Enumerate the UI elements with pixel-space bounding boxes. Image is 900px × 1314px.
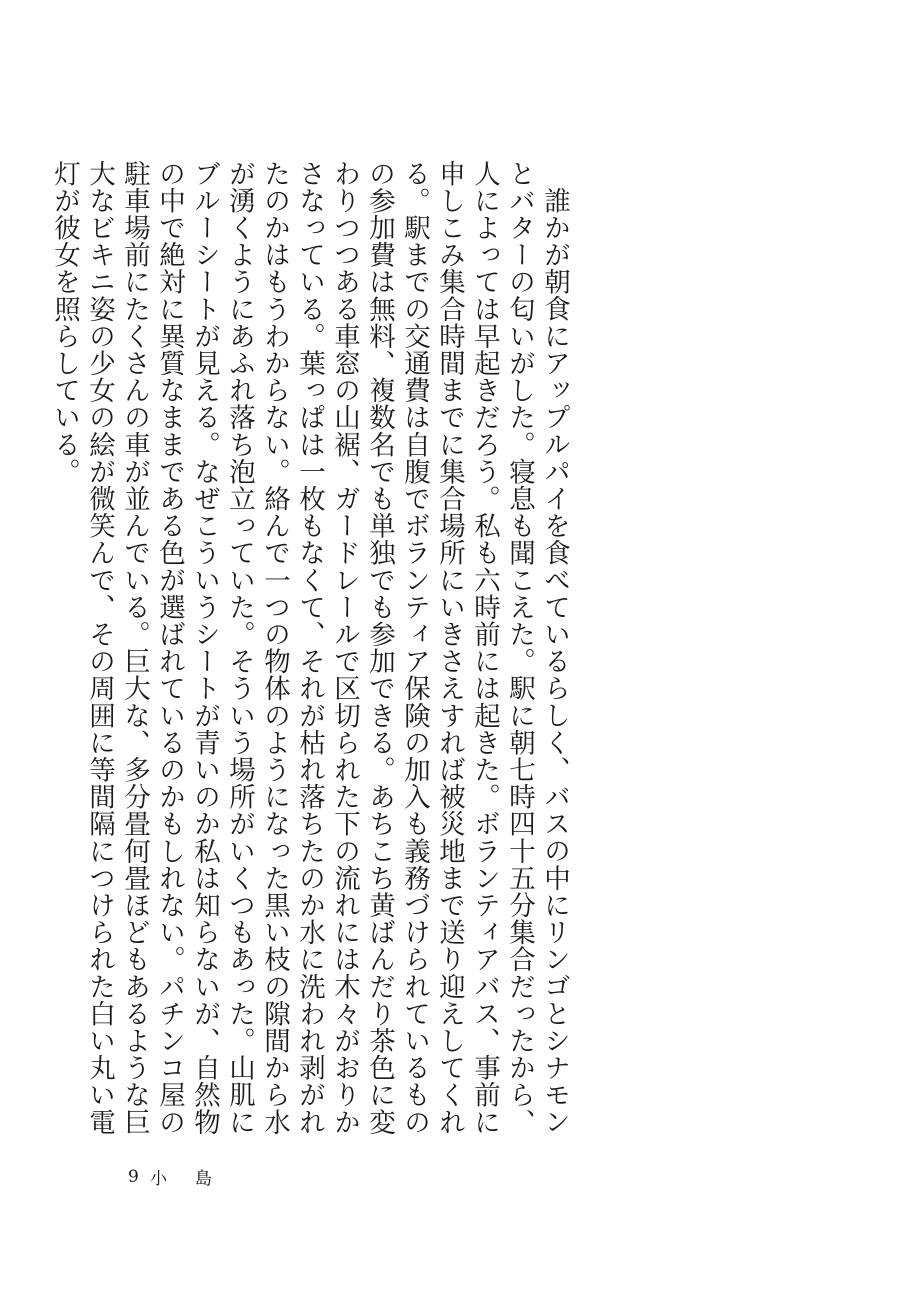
body-paragraph: 誰かが朝食にアップルパイを食べているらしく、バスの中にリンゴとシナモンとバターの匂いがした。寝息も聞こえた。駅に朝七時四十五分集合だったから、人によっては早起きだろう。私も六時前には起きた。ボランティアバス、事前に申しこみ集合時間までに集合場所にいきさえすれば被災地まで送り迎えしてくれる。駅までの交通費は自腹でボランティア保険の加入も義務づけられているものの参加費は無料、複数名でも単独でも参加できる。あちこち黄ばんだり茶色に変わりつつある車窓の山裾、ガードレールで区切られた下の流れには木々がおりかさなっている。葉っぱは一枚もなくて、それが枯れ落ちたのか水に洗われ剥がれたのかはもうわからない。絡んで一つの物体のようになった黒い枝の隙間から水が湧くようにあふれ落ち泡立っていた。そういう場所がいくつもあった。山肌にブルーシートが見える。なぜこういうシートが青いのか私は知らないが、自然物の中で絶対に異質なままである色が選ばれているのかもしれない。パチンコ屋の駐車場前にたくさんの車が並んでいる。巨大な、多分畳何畳ほどもあるような巨大なビキニ姿の少女の絵が微笑んで、その周囲に等間隔につけられた白い丸い電灯が彼女を照らしている。 bbox=[49, 160, 570, 1136]
page-footer bbox=[128, 1164, 240, 1189]
page-number: 9 bbox=[128, 1166, 139, 1187]
running-head-title: 小島 bbox=[150, 1169, 240, 1189]
vertical-text-block bbox=[47, 160, 572, 1140]
